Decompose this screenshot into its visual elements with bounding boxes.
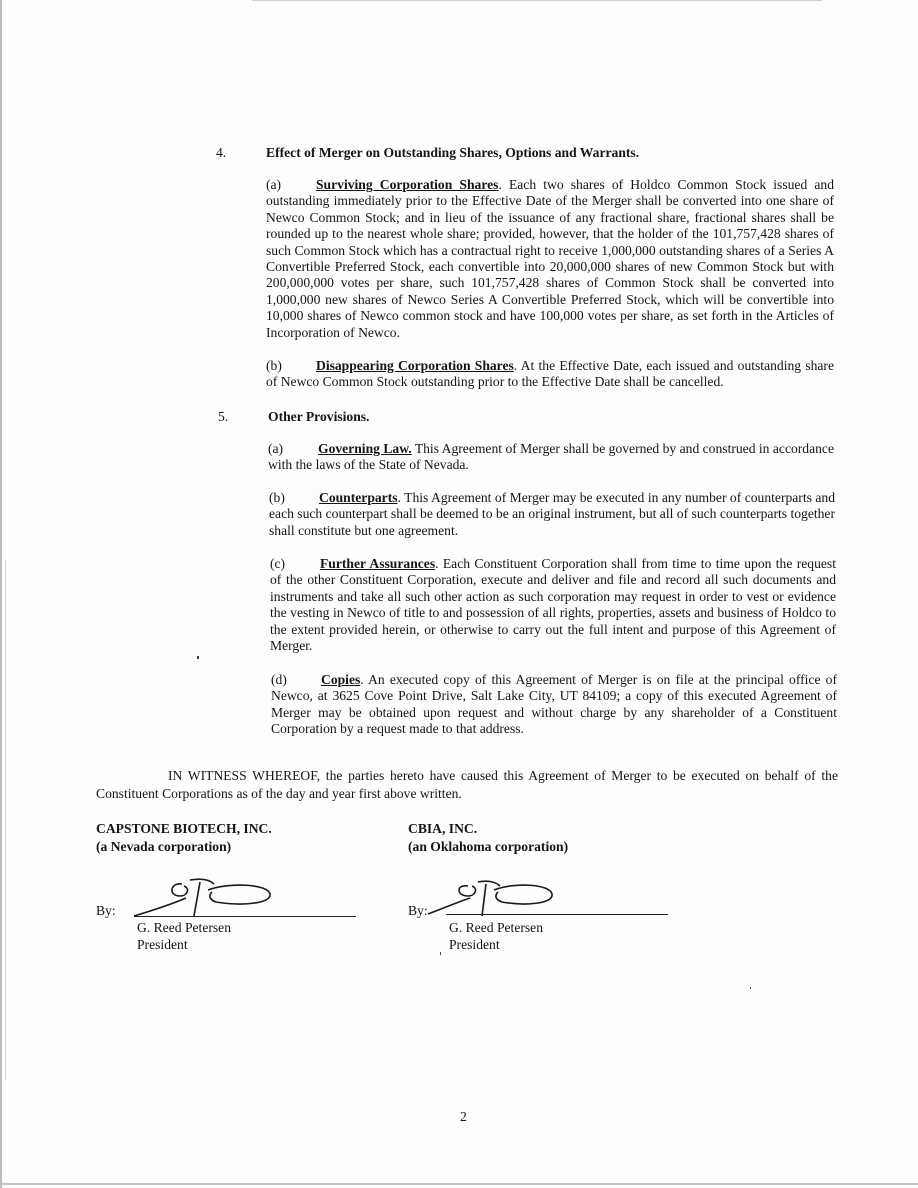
signatory-1-name-block [137, 919, 231, 953]
scan-left-edge-inner [5, 560, 6, 1080]
section-4a-label: (a) [266, 177, 282, 192]
section-4b-label: (b) [266, 358, 282, 373]
signatory-1-by-label: By: [96, 903, 116, 918]
section-5a-paragraph [268, 441, 834, 474]
signatory-1-name: G. Reed Petersen [137, 920, 231, 935]
section-5d-text: . An executed copy of this Agreement of Merger is on file at the principal office of Newco, at 3625 Cove Point Drive, Salt Lake City, UT 84109; a copy of this executed Agreement of Merger may be obtained upon request and without charge by any shareholder of a Constituent Corporation by a request made to that address. [271, 672, 837, 737]
section-5c-label: (c) [270, 556, 286, 571]
section-5c-title: Further Assurances [320, 556, 436, 571]
signatory-1-company-block [96, 820, 272, 856]
signatory-2-signature [424, 878, 564, 924]
page-number: 2 [460, 1109, 467, 1124]
section-5b-label: (b) [269, 490, 285, 505]
scan-top-edge [252, 0, 822, 1]
section-5b-title: Counterparts [319, 490, 398, 505]
section-5b-paragraph [269, 490, 835, 539]
signatory-1-signature [130, 876, 280, 922]
signatory-2-name-block [449, 919, 543, 953]
section-5d-paragraph [271, 672, 837, 738]
section-4a-title: Surviving Corporation Shares [316, 177, 499, 192]
scan-left-edge [0, 0, 2, 1188]
section-5-number: 5. [218, 409, 229, 424]
signatory-1-title: President [137, 937, 188, 952]
signatory-2-by-label: By: [408, 903, 428, 918]
section-5d-title: Copies [321, 672, 361, 687]
section-4b-text: . At the Effective Date, each issued and outstanding share of Newco Common Stock outstanding prior to the Effective Date shall be cancelled. [266, 358, 834, 390]
signatory-2-title: President [449, 937, 500, 952]
signatory-1-jurisdiction: (a Nevada corporation) [96, 839, 232, 854]
section-4-number: 4. [216, 145, 227, 160]
section-5a-title: Governing Law. [318, 441, 412, 456]
section-4a-paragraph [266, 177, 834, 341]
witness-clause: IN WITNESS WHEREOF, the parties hereto have caused this Agreement of Merger to be executed on behalf of the Constituent Corporations as of the day and year first above written. [96, 768, 838, 801]
scan-bottom-edge [0, 1183, 918, 1185]
section-5a-text: This Agreement of Merger shall be governed by and construed in accordance with the laws of the State of Nevada. [268, 441, 834, 473]
section-5a-label: (a) [268, 441, 284, 456]
signatory-2-jurisdiction: (an Oklahoma corporation) [408, 839, 569, 854]
section-4b-title: Disappearing Corporation Shares [316, 358, 514, 373]
section-5b-text: . This Agreement of Merger may be executed in any number of counterparts and each such counterpart shall be deemed to be an original instrument, but all of such counterparts together shall constitute but one agreement. [269, 490, 835, 538]
scan-speck [440, 952, 441, 955]
section-4a-text: . Each two shares of Holdco Common Stock issued and outstanding immediately prior to the Effective Date of the Merger shall be converted into one share of Newco Common Stock; and in lieu of the issuance of any fractional share, fractional shares shall be rounded up to the nearest whole share; provided, however, that the holder of the 101,757,428 shares of such Common Stock which has a contractual right to receive 1,000,000 outstanding shares of a Series A Convertible Preferred Stock, each convertible into 20,000,000 shares of new Common Stock but with 200,000,000 votes per share, such 101,757,428 shares of Common Stock shall be converted into 1,000,000 new shares of Newco Series A Convertible Preferred Stock, which will be convertible into 10,000 shares of Newco common stock and have 100,000 votes per share, as set forth in the Articles of Incorporation of Newco. [266, 177, 834, 340]
section-5c-paragraph [270, 556, 836, 654]
section-4b-paragraph [266, 358, 834, 391]
scan-speck [197, 656, 199, 659]
section-5d-label: (d) [271, 672, 287, 687]
section-5-title: Other Provisions. [268, 409, 370, 424]
signatory-1-company: CAPSTONE BIOTECH, INC. [96, 821, 272, 836]
signatory-2-company: CBIA, INC. [408, 821, 478, 836]
section-4-title: Effect of Merger on Outstanding Shares, Options and Warrants. [266, 145, 640, 160]
signatory-2-name: G. Reed Petersen [449, 920, 543, 935]
scan-speck [750, 987, 751, 989]
signatory-2-company-block [408, 820, 568, 856]
section-5c-text: . Each Constituent Corporation shall from time to time upon the request of the other Constituent Corporation, execute and deliver and file and record all such documents and instruments and take all such other action as such corporation may request in order to vest or evidence the vesting in Newco of title to and possession of all rights, properties, assets and business of Holdco to the extent provided herein, or otherwise to carry out the full intent and purpose of this Agreement of Merger. [270, 556, 836, 654]
